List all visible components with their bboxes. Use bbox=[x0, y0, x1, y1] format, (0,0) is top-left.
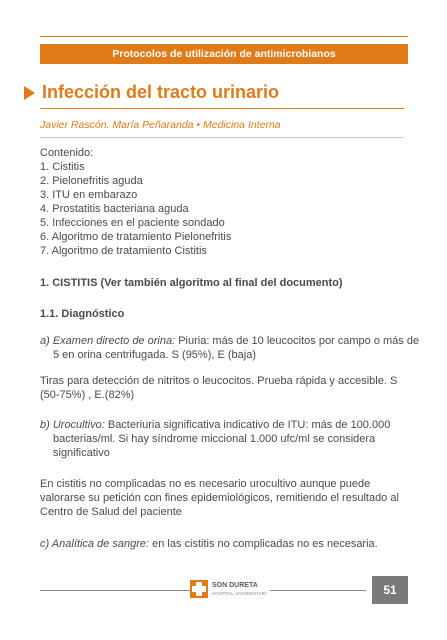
contents-list bbox=[40, 146, 410, 258]
contents-item: 2. Pielonefritis aguda bbox=[40, 175, 143, 187]
paragraph-urocultivo bbox=[40, 418, 423, 460]
paragraph-body: en las cistitis no complicadas no es necesaria. bbox=[149, 538, 378, 550]
contents-item: 3. ITU en embarazo bbox=[40, 189, 138, 201]
contents-item: 1. Cistitis bbox=[40, 161, 85, 173]
contents-item: 6. Algoritmo de tratamiento Pielonefritis bbox=[40, 231, 232, 243]
paragraph-label: c) Analítica de sangre: bbox=[40, 538, 150, 550]
paragraph-examen-directo bbox=[40, 334, 423, 362]
hospital-logo bbox=[190, 578, 270, 604]
contents-heading: Contenido: bbox=[40, 147, 94, 159]
page-number: 51 bbox=[372, 576, 408, 604]
paragraph-label: a) Examen directo de orina: bbox=[40, 335, 176, 347]
title-rule bbox=[40, 108, 404, 109]
logo-subtitle: HOSPITAL UNIVERSITARI bbox=[212, 591, 267, 596]
authors-rule bbox=[40, 137, 404, 138]
cross-logo-icon bbox=[190, 580, 208, 598]
paragraph-cistitis-no-complicadas: En cistitis no complicadas no es necesario urocultivo aunque puede valorarse su petición con fines epidemiológicos, remitiendo el resultado al Centro de Salud del paciente bbox=[40, 478, 399, 518]
header-banner: Protocolos de utilización de antimicrobianos bbox=[40, 44, 408, 64]
triangle-right-icon bbox=[24, 86, 35, 100]
contents-item: 7. Algoritmo de tratamiento Cistitis bbox=[40, 245, 207, 257]
page-title: Infección del tracto urinario bbox=[42, 82, 280, 102]
section-heading-cistitis: 1. CISTITIS (Ver también algoritmo al final del documento) bbox=[40, 277, 343, 289]
paragraph-analitica bbox=[40, 537, 410, 551]
paragraph-body: Piuria: más de 10 leucocitos por campo o más de 5 en orina centrifugada. S (95%), E (baja) bbox=[53, 335, 420, 361]
subsection-heading-diagnostico: 1.1. Diagnóstico bbox=[40, 308, 125, 320]
top-rule bbox=[40, 36, 408, 37]
paragraph-tiras: Tiras para detección de nitritos o leucocitos. Prueba rápida y accesible. S (50-75%) , E.(82%) bbox=[40, 375, 398, 401]
paragraph-body: Bacteriuria significativa indicativo de ITU: más de 100.000 bacterias/ml. Si hay síndrome miccional 1.000 ufc/ml se considera significativo bbox=[53, 419, 391, 459]
contents-item: 5. Infecciones en el paciente sondado bbox=[40, 217, 225, 229]
paragraph-label: b) Urocultivo: bbox=[40, 419, 105, 431]
logo-name: SON DURETA bbox=[212, 582, 258, 589]
title-row bbox=[24, 82, 414, 104]
authors-line: Javier Rascón. María Peñaranda • Medicina Interna bbox=[40, 119, 281, 131]
contents-item: 4. Prostatitis bacteriana aguda bbox=[40, 203, 189, 215]
